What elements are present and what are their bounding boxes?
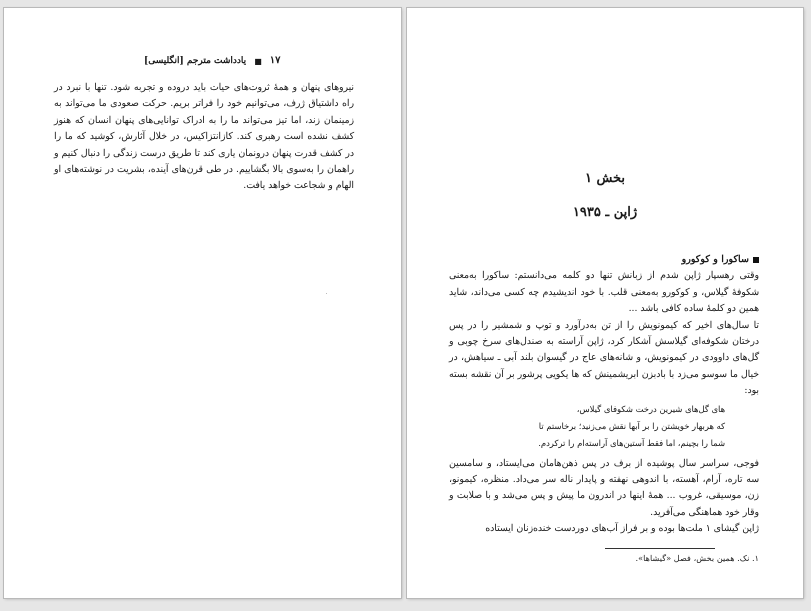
running-head (144, 55, 344, 66)
subheading (449, 252, 759, 268)
paragraph-2: تا سال‌های اخیر که کیمونویش را از تن به‌درآورد و توپ و شمشیر را در پس درختان شکوفه‌ای گیلاسش آشکار کرد، ژاپن آراسته به صندل‌های سرخ چوبی و گل‌های داوودی در کیمونویش، و شانه‌های عاج در گیسوان بلند آبی ـ سیاهش، در خیال ما سوسو می‌زد با بادبزن ابریشمینش که ها یکویی پرشور بر آن نقشه بسته بود: (449, 319, 759, 397)
haiku-line: شما را بچینم، اما فقط آستین‌های آراسته‌ام را ترکردم. (538, 437, 725, 448)
haiku (449, 401, 725, 452)
right-page (407, 8, 803, 598)
haiku-line: که هربهار خویشتن را بر آبها نقش می‌زنید؛ برخاستم تا (538, 420, 725, 431)
paragraph: نیروهای پنهان و همهٔ ثروت‌های حیات باید درو‌ده و تجربه شود. تنها با نبرد در راه داشتیاق ژرف، می‌توانیم خود را فراتر بریم. حرکت صعودی ما می‌تواند به زمینمان زند، اما تیز می‌تواند ما را به ادراک توانایی‌های پنهان انسان که هنوز کشف نشده است رهبری کند. کازانتزاکیس، در خلال آثارش، کوشید که ما را در کشف قدرت پنهان درونمان یاری کند تا طریق درست زندگی را دنبال کنیم و راهمان را به‌سوی بالا بگشاییم. در طی قرن‌های آینده، بشریت در نوشته‌های او الهام و شجاعت خواهد یافت. (54, 82, 354, 192)
separator-icon: ■ (254, 55, 262, 66)
haiku-line: های گل‌های شیرین درخت شکوفای گیلاس، (576, 403, 725, 414)
left-page (4, 8, 401, 598)
left-page-body (54, 80, 354, 195)
section-title: بخش ۱ (584, 171, 626, 186)
subheading-text: ساکورا و کوکورو (681, 254, 749, 265)
footnote: ۱. نک. همین بخش، فصل «گیشاها». (635, 553, 759, 563)
paragraph-4: ژاپن گیشای ۱ ملت‌ها بوده و بر فراز آب‌های دوردست خنده‌زنان ایستاده (485, 523, 759, 535)
footnote-separator (605, 548, 715, 549)
stray-dot (326, 293, 327, 294)
chapter-title: ژاپن ـ ۱۹۳۵ (572, 205, 638, 220)
right-page-body (449, 252, 759, 538)
page-number: ۱۷ (269, 55, 281, 66)
paragraph-1: وقتی رهسپار ژاپن شدم از زبانش تنها دو کلمه می‌دانستم: ساکورا به‌معنی شکوفهٔ گیلاس، و کوکورو به‌معنی قلب. با خود اندیشیدم چه کسی می‌داند، شاید همین دو کلمهٔ ساده کافی باشد ... (449, 270, 759, 315)
running-head-title: یادداشت مترجم [انگلیسی] (144, 55, 247, 66)
paragraph-3: فوجی، سراسر سال پوشیده از برف در پس ذهن‌هامان می‌ایستاد، و سامسین سه تاره، آرام، آهسته، با اندوهی نهفته و پایدار ناله سر می‌داد. منظره، کیمونو، زن، موسیقی، غروب ... همهٔ اینها در اندرون ما پیش و پس می‌شد و با صلابت و وقار خود هماهنگی می‌آفرید. (449, 457, 759, 518)
bullet-square-icon (753, 257, 759, 263)
